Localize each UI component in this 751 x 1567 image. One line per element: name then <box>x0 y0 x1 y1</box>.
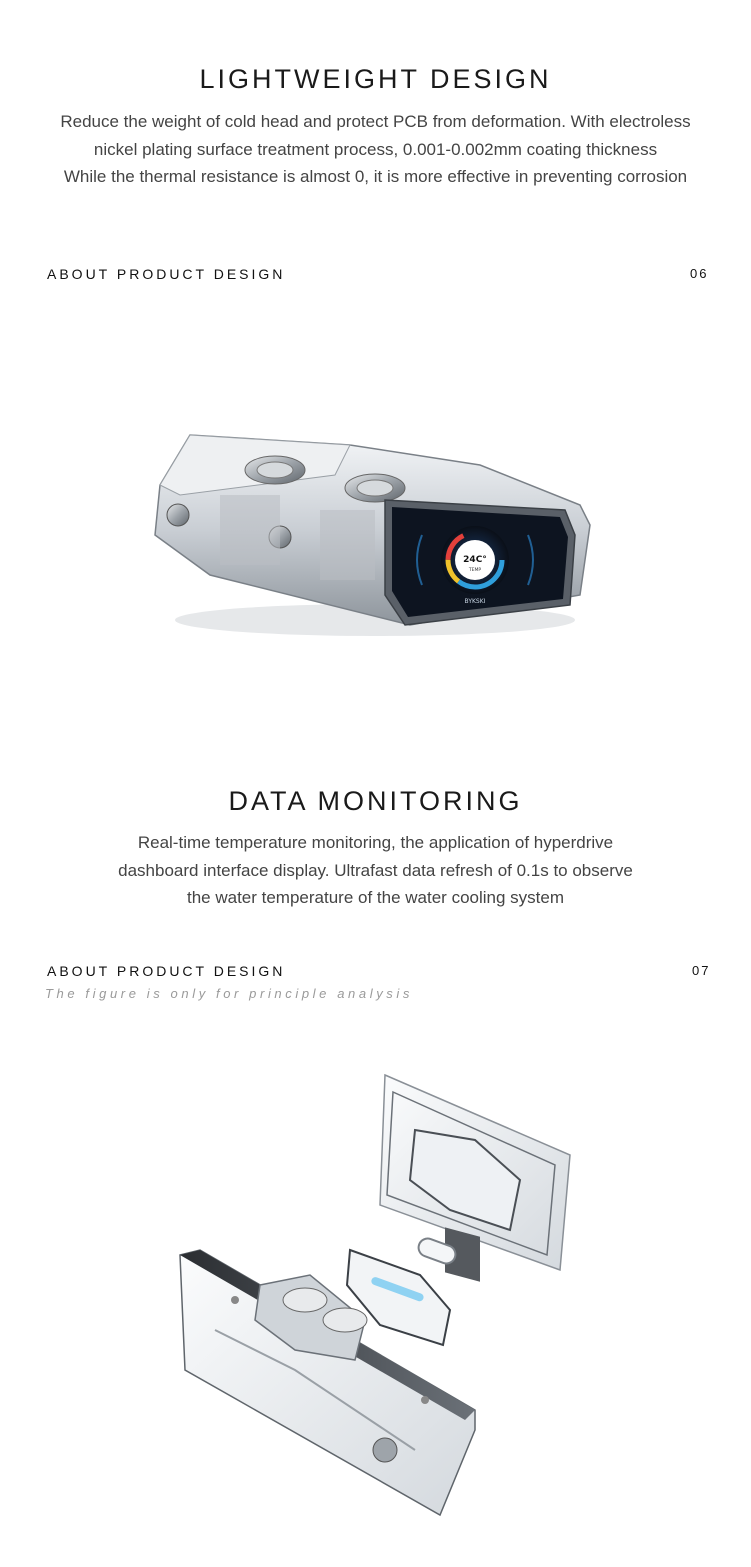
monitoring-line-3: the water temperature of the water cooling system <box>186 888 564 907</box>
section-label-06: ABOUT PRODUCT DESIGN <box>47 266 286 282</box>
lightweight-line-1: Reduce the weight of cold head and protect PCB from deformation. With electroless <box>60 112 691 131</box>
cold-plate <box>380 1075 570 1282</box>
monitoring-description <box>0 829 751 912</box>
lightweight-title: LIGHTWEIGHT DESIGN <box>199 64 552 94</box>
lightweight-line-2: nickel plating surface treatment process, 0.001-0.002mm coating thickness <box>93 139 658 159</box>
section-number-07: 07 <box>692 963 711 978</box>
section-label-07: ABOUT PRODUCT DESIGN <box>47 963 286 979</box>
lightweight-line-3: While the thermal resistance is almost 0, it is more effective in preventing corrosion <box>63 167 688 186</box>
screen-brand: BYKSKI <box>464 598 486 605</box>
screen-temp-unit: TEMP <box>468 568 482 573</box>
lightweight-description <box>0 108 751 191</box>
monitoring-title: DATA MONITORING <box>228 786 523 816</box>
exploded-view-image <box>175 1070 585 1520</box>
water-block-terminal-image <box>150 425 600 645</box>
monitoring-line-2: dashboard interface display. Ultrafast data refresh of 0.1s to observe <box>118 860 633 880</box>
section-number-06: 06 <box>690 266 709 281</box>
screen-temp-text: 24C° <box>463 555 487 565</box>
principle-note: The figure is only for principle analysis <box>45 986 413 1001</box>
monitoring-line-1: Real-time temperature monitoring, the application of hyperdrive <box>137 833 614 852</box>
